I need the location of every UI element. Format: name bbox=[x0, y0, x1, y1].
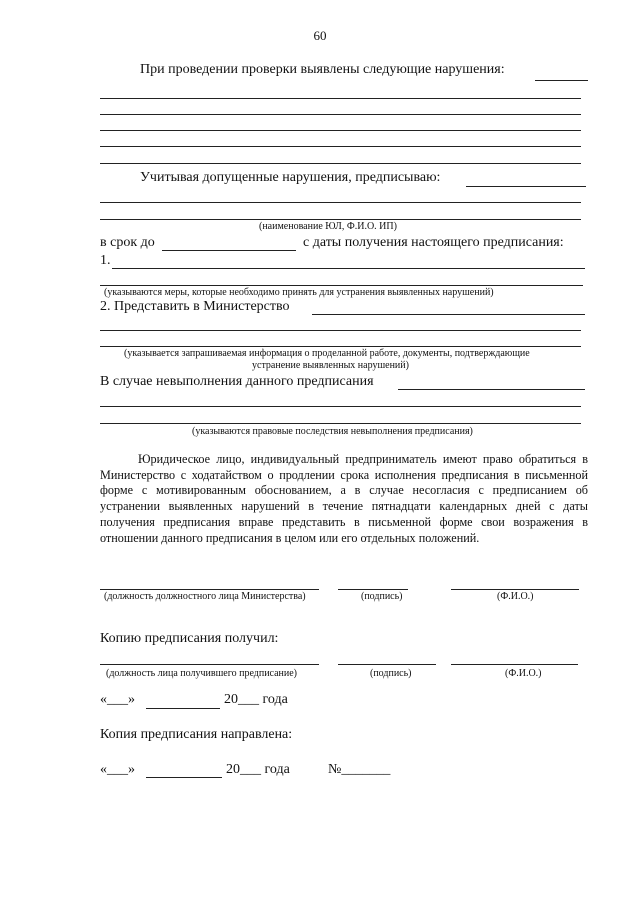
official-position-caption: (должность должностного лица Министерства) bbox=[104, 591, 306, 602]
consequences-inline-line[interactable] bbox=[398, 389, 585, 390]
entity-line-1[interactable] bbox=[100, 202, 581, 203]
received-date-day: «___» bbox=[100, 692, 135, 707]
copy-sent-heading: Копия предписания направлена: bbox=[100, 727, 293, 742]
consequences-heading: В случае невыполнения данного предписания bbox=[100, 374, 374, 389]
violations-inline-line[interactable] bbox=[535, 80, 588, 81]
info-caption-line2: устранение выявленных нарушений) bbox=[252, 360, 409, 371]
sent-date-day: «___» bbox=[100, 762, 135, 777]
deadline-date-line[interactable] bbox=[162, 250, 296, 251]
copy-received-heading: Копию предписания получил: bbox=[100, 631, 279, 646]
sent-date-year: 20___ года bbox=[226, 762, 290, 777]
sent-number[interactable]: №_______ bbox=[328, 762, 391, 777]
consequences-line-2[interactable] bbox=[100, 423, 581, 424]
received-name-line[interactable] bbox=[451, 664, 578, 665]
consequences-caption: (указываются правовые последствия невыполнения предписания) bbox=[192, 426, 473, 437]
violations-heading: При проведении проверки выявлены следующие нарушения: bbox=[140, 62, 505, 77]
item-2-inline-line[interactable] bbox=[312, 314, 585, 315]
official-signature-caption: (подпись) bbox=[361, 591, 403, 602]
violations-line-4[interactable] bbox=[100, 146, 581, 147]
violations-line-5[interactable] bbox=[100, 163, 581, 164]
consequences-line-1[interactable] bbox=[100, 406, 581, 407]
page-number: 60 bbox=[313, 28, 327, 43]
entity-caption: (наименование ЮЛ, Ф.И.О. ИП) bbox=[259, 221, 397, 232]
entity-line-2[interactable] bbox=[100, 219, 581, 220]
item-1-label: 1. bbox=[100, 253, 111, 268]
info-line-1[interactable] bbox=[100, 330, 581, 331]
received-signature-caption: (подпись) bbox=[370, 668, 412, 679]
measures-caption: (указываются меры, которые необходимо принять для устранения выявленных нарушений) bbox=[104, 287, 494, 298]
sent-date-month-line[interactable] bbox=[146, 777, 222, 778]
info-line-2[interactable] bbox=[100, 346, 581, 347]
official-name-line[interactable] bbox=[451, 589, 579, 590]
item-1-line[interactable] bbox=[112, 268, 585, 269]
info-caption-line1: (указывается запрашиваемая информация о проделанной работе, документы, подтверждающие bbox=[124, 348, 530, 359]
violations-line-3[interactable] bbox=[100, 130, 581, 131]
received-name-caption: (Ф.И.О.) bbox=[505, 668, 542, 679]
prescription-heading: Учитывая допущенные нарушения, предписываю: bbox=[140, 170, 441, 185]
prescription-inline-line[interactable] bbox=[466, 186, 586, 187]
received-date-month-line[interactable] bbox=[146, 708, 220, 709]
official-position-line[interactable] bbox=[100, 589, 319, 590]
measures-line[interactable] bbox=[100, 285, 583, 286]
official-name-caption: (Ф.И.О.) bbox=[497, 591, 534, 602]
violations-line-2[interactable] bbox=[100, 114, 581, 115]
item-2-label: 2. Представить в Министерство bbox=[100, 299, 290, 314]
violations-line-1[interactable] bbox=[100, 98, 581, 99]
received-position-line[interactable] bbox=[100, 664, 319, 665]
received-date-year: 20___ года bbox=[224, 692, 288, 707]
legal-paragraph: Юридическое лицо, индивидуальный предприниматель имеют право обратиться в Министерство с ходатайством о продлении срока исполнения предписания в письменной форме с мотивированным обоснованием, а в случае несогласия с предписанием об устранении выявленных нарушений в течение пятнадцати календарных дней с даты получения предписания вправе представить в письменной форме свои возражения в отношении данного предписания в целом или его отдельных положений. bbox=[100, 452, 588, 545]
received-signature-line[interactable] bbox=[338, 664, 436, 665]
official-signature-line[interactable] bbox=[338, 589, 408, 590]
deadline-suffix: с даты получения настоящего предписания: bbox=[303, 235, 564, 250]
deadline-prefix: в срок до bbox=[100, 235, 155, 250]
received-position-caption: (должность лица получившего предписание) bbox=[106, 668, 298, 679]
